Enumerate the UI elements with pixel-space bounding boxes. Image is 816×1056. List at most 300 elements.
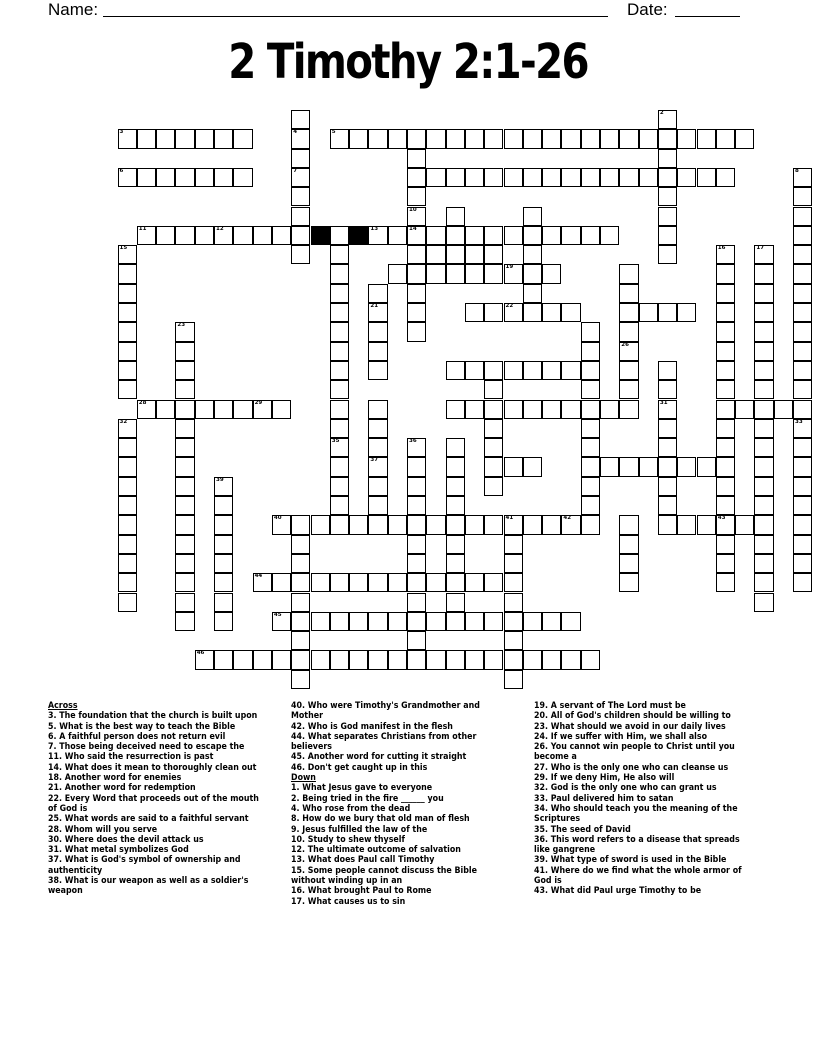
crossword-cell[interactable] [118, 457, 137, 476]
crossword-cell[interactable] [137, 226, 156, 245]
crossword-cell[interactable] [291, 650, 310, 669]
crossword-cell[interactable] [619, 264, 638, 283]
crossword-cell[interactable] [793, 264, 812, 283]
crossword-cell[interactable] [658, 515, 677, 534]
crossword-cell[interactable] [291, 573, 310, 592]
crossword-cell[interactable] [291, 245, 310, 264]
crossword-cell[interactable] [368, 284, 387, 303]
crossword-cell[interactable] [639, 129, 658, 148]
crossword-cell[interactable] [542, 264, 561, 283]
crossword-cell[interactable] [484, 361, 503, 380]
crossword-cell[interactable] [253, 400, 272, 419]
crossword-cell[interactable] [542, 303, 561, 322]
crossword-cell[interactable] [156, 226, 175, 245]
crossword-cell[interactable] [118, 129, 137, 148]
crossword-cell[interactable] [581, 496, 600, 515]
crossword-cell[interactable] [581, 438, 600, 457]
crossword-cell[interactable] [446, 457, 465, 476]
crossword-cell[interactable] [175, 554, 194, 573]
crossword-cell[interactable] [600, 226, 619, 245]
crossword-cell[interactable] [793, 207, 812, 226]
crossword-cell[interactable] [291, 670, 310, 689]
crossword-cell[interactable] [214, 129, 233, 148]
crossword-cell[interactable] [368, 457, 387, 476]
crossword-cell[interactable] [754, 419, 773, 438]
crossword-cell[interactable] [349, 650, 368, 669]
crossword-cell[interactable] [658, 361, 677, 380]
crossword-cell[interactable] [426, 612, 445, 631]
crossword-cell[interactable] [407, 207, 426, 226]
crossword-cell[interactable] [581, 322, 600, 341]
crossword-cell[interactable] [504, 361, 523, 380]
crossword-cell[interactable] [330, 380, 349, 399]
crossword-cell[interactable] [581, 168, 600, 187]
crossword-cell[interactable] [118, 477, 137, 496]
crossword-cell[interactable] [581, 361, 600, 380]
crossword-cell[interactable] [330, 226, 349, 245]
crossword-cell[interactable] [484, 264, 503, 283]
crossword-cell[interactable] [504, 264, 523, 283]
crossword-cell[interactable] [581, 380, 600, 399]
crossword-cell[interactable] [619, 400, 638, 419]
crossword-cell[interactable] [793, 226, 812, 245]
crossword-cell[interactable] [214, 400, 233, 419]
crossword-cell[interactable] [619, 129, 638, 148]
crossword-cell[interactable] [214, 515, 233, 534]
crossword-cell[interactable] [793, 419, 812, 438]
crossword-cell[interactable] [504, 457, 523, 476]
crossword-cell[interactable] [504, 612, 523, 631]
crossword-cell[interactable] [523, 168, 542, 187]
crossword-cell[interactable] [118, 380, 137, 399]
crossword-cell[interactable] [175, 322, 194, 341]
crossword-cell[interactable] [619, 168, 638, 187]
crossword-cell[interactable] [214, 477, 233, 496]
crossword-cell[interactable] [542, 226, 561, 245]
crossword-cell[interactable] [175, 515, 194, 534]
crossword-cell[interactable] [349, 129, 368, 148]
crossword-cell[interactable] [330, 264, 349, 283]
crossword-cell[interactable] [561, 612, 580, 631]
crossword-cell[interactable] [793, 303, 812, 322]
crossword-cell[interactable] [214, 593, 233, 612]
crossword-cell[interactable] [600, 168, 619, 187]
crossword-cell[interactable] [658, 110, 677, 129]
crossword-cell[interactable] [523, 303, 542, 322]
crossword-cell[interactable] [291, 535, 310, 554]
crossword-cell[interactable] [407, 245, 426, 264]
crossword-cell[interactable] [118, 438, 137, 457]
crossword-cell[interactable] [504, 303, 523, 322]
crossword-cell[interactable] [446, 245, 465, 264]
crossword-cell[interactable] [465, 129, 484, 148]
crossword-cell[interactable] [291, 226, 310, 245]
crossword-cell[interactable] [523, 284, 542, 303]
crossword-cell[interactable] [735, 400, 754, 419]
crossword-cell[interactable] [754, 457, 773, 476]
crossword-cell[interactable] [658, 438, 677, 457]
crossword-cell[interactable] [793, 515, 812, 534]
crossword-cell[interactable] [214, 496, 233, 515]
crossword-cell[interactable] [697, 168, 716, 187]
crossword-cell[interactable] [677, 129, 696, 148]
crossword-cell[interactable] [465, 515, 484, 534]
crossword-cell[interactable] [446, 535, 465, 554]
crossword-cell[interactable] [658, 303, 677, 322]
crossword-cell[interactable] [484, 438, 503, 457]
crossword-cell[interactable] [677, 515, 696, 534]
crossword-cell[interactable] [581, 515, 600, 534]
crossword-cell[interactable] [523, 129, 542, 148]
crossword-cell[interactable] [754, 554, 773, 573]
crossword-cell[interactable] [118, 419, 137, 438]
crossword-cell[interactable] [446, 400, 465, 419]
crossword-cell[interactable] [619, 380, 638, 399]
crossword-cell[interactable] [118, 535, 137, 554]
crossword-cell[interactable] [658, 129, 677, 148]
crossword-cell[interactable] [118, 361, 137, 380]
crossword-cell[interactable] [118, 303, 137, 322]
crossword-cell[interactable] [793, 322, 812, 341]
crossword-cell[interactable] [581, 342, 600, 361]
crossword-cell[interactable] [619, 515, 638, 534]
crossword-cell[interactable] [504, 554, 523, 573]
crossword-cell[interactable] [291, 187, 310, 206]
crossword-cell[interactable] [368, 438, 387, 457]
crossword-cell[interactable] [388, 129, 407, 148]
crossword-cell[interactable] [330, 245, 349, 264]
crossword-cell[interactable] [523, 650, 542, 669]
crossword-cell[interactable] [426, 168, 445, 187]
crossword-cell[interactable] [716, 168, 735, 187]
crossword-cell[interactable] [561, 168, 580, 187]
crossword-cell[interactable] [330, 573, 349, 592]
crossword-cell[interactable] [658, 457, 677, 476]
crossword-cell[interactable] [368, 361, 387, 380]
crossword-cell[interactable] [330, 361, 349, 380]
crossword-cell[interactable] [446, 593, 465, 612]
crossword-cell[interactable] [542, 612, 561, 631]
crossword-cell[interactable] [407, 264, 426, 283]
crossword-cell[interactable] [330, 284, 349, 303]
crossword-cell[interactable] [311, 573, 330, 592]
crossword-cell[interactable] [426, 515, 445, 534]
crossword-cell[interactable] [542, 129, 561, 148]
crossword-cell[interactable] [677, 168, 696, 187]
crossword-cell[interactable] [291, 168, 310, 187]
crossword-cell[interactable] [407, 573, 426, 592]
crossword-cell[interactable] [619, 342, 638, 361]
date-input-line[interactable] [675, 16, 740, 17]
crossword-cell[interactable] [754, 245, 773, 264]
crossword-cell[interactable] [349, 573, 368, 592]
crossword-cell[interactable] [195, 400, 214, 419]
crossword-cell[interactable] [407, 322, 426, 341]
crossword-cell[interactable] [484, 612, 503, 631]
crossword-cell[interactable] [561, 515, 580, 534]
crossword-cell[interactable] [754, 515, 773, 534]
crossword-cell[interactable] [504, 631, 523, 650]
crossword-cell[interactable] [446, 496, 465, 515]
crossword-cell[interactable] [793, 380, 812, 399]
crossword-cell[interactable] [716, 284, 735, 303]
crossword-cell[interactable] [175, 400, 194, 419]
crossword-cell[interactable] [407, 303, 426, 322]
crossword-cell[interactable] [426, 226, 445, 245]
crossword-cell[interactable] [484, 457, 503, 476]
crossword-cell[interactable] [407, 457, 426, 476]
crossword-cell[interactable] [658, 226, 677, 245]
crossword-cell[interactable] [523, 264, 542, 283]
crossword-cell[interactable] [561, 400, 580, 419]
crossword-cell[interactable] [581, 419, 600, 438]
crossword-cell[interactable] [368, 573, 387, 592]
crossword-cell[interactable] [446, 438, 465, 457]
crossword-cell[interactable] [118, 496, 137, 515]
crossword-cell[interactable] [658, 400, 677, 419]
crossword-cell[interactable] [484, 477, 503, 496]
crossword-cell[interactable] [368, 342, 387, 361]
crossword-cell[interactable] [156, 168, 175, 187]
crossword-cell[interactable] [446, 477, 465, 496]
crossword-cell[interactable] [407, 226, 426, 245]
crossword-cell[interactable] [407, 554, 426, 573]
crossword-cell[interactable] [233, 400, 252, 419]
crossword-cell[interactable] [754, 342, 773, 361]
crossword-cell[interactable] [697, 457, 716, 476]
crossword-cell[interactable] [619, 554, 638, 573]
crossword-cell[interactable] [465, 303, 484, 322]
crossword-cell[interactable] [542, 650, 561, 669]
crossword-cell[interactable] [523, 515, 542, 534]
crossword-cell[interactable] [233, 168, 252, 187]
crossword-cell[interactable] [272, 400, 291, 419]
crossword-cell[interactable] [484, 419, 503, 438]
crossword-cell[interactable] [175, 129, 194, 148]
crossword-cell[interactable] [658, 168, 677, 187]
crossword-cell[interactable] [504, 168, 523, 187]
crossword-cell[interactable] [368, 496, 387, 515]
crossword-cell[interactable] [697, 129, 716, 148]
crossword-cell[interactable] [716, 264, 735, 283]
crossword-cell[interactable] [716, 515, 735, 534]
crossword-cell[interactable] [619, 322, 638, 341]
crossword-cell[interactable] [639, 168, 658, 187]
crossword-cell[interactable] [658, 477, 677, 496]
crossword-cell[interactable] [793, 477, 812, 496]
crossword-cell[interactable] [426, 573, 445, 592]
crossword-cell[interactable] [272, 515, 291, 534]
crossword-cell[interactable] [156, 400, 175, 419]
crossword-cell[interactable] [175, 438, 194, 457]
crossword-cell[interactable] [716, 419, 735, 438]
crossword-cell[interactable] [793, 554, 812, 573]
crossword-cell[interactable] [504, 573, 523, 592]
crossword-cell[interactable] [484, 515, 503, 534]
crossword-cell[interactable] [561, 129, 580, 148]
crossword-cell[interactable] [754, 593, 773, 612]
crossword-cell[interactable] [175, 361, 194, 380]
crossword-cell[interactable] [291, 110, 310, 129]
crossword-cell[interactable] [793, 361, 812, 380]
crossword-cell[interactable] [504, 400, 523, 419]
crossword-cell[interactable] [523, 400, 542, 419]
crossword-cell[interactable] [716, 457, 735, 476]
crossword-cell[interactable] [175, 477, 194, 496]
crossword-cell[interactable] [561, 226, 580, 245]
crossword-cell[interactable] [716, 573, 735, 592]
crossword-cell[interactable] [330, 496, 349, 515]
crossword-cell[interactable] [523, 361, 542, 380]
crossword-cell[interactable] [465, 264, 484, 283]
crossword-cell[interactable] [619, 361, 638, 380]
crossword-cell[interactable] [311, 650, 330, 669]
crossword-cell[interactable] [291, 207, 310, 226]
crossword-cell[interactable] [484, 168, 503, 187]
crossword-cell[interactable] [446, 226, 465, 245]
crossword-cell[interactable] [484, 650, 503, 669]
crossword-cell[interactable] [446, 129, 465, 148]
crossword-cell[interactable] [446, 515, 465, 534]
crossword-cell[interactable] [793, 535, 812, 554]
crossword-cell[interactable] [446, 207, 465, 226]
crossword-cell[interactable] [504, 535, 523, 554]
crossword-cell[interactable] [754, 322, 773, 341]
crossword-cell[interactable] [658, 187, 677, 206]
crossword-cell[interactable] [484, 400, 503, 419]
crossword-cell[interactable] [118, 264, 137, 283]
crossword-cell[interactable] [446, 612, 465, 631]
crossword-cell[interactable] [716, 322, 735, 341]
crossword-cell[interactable] [118, 284, 137, 303]
crossword-cell[interactable] [793, 187, 812, 206]
crossword-cell[interactable] [523, 457, 542, 476]
crossword-cell[interactable] [118, 515, 137, 534]
crossword-cell[interactable] [195, 129, 214, 148]
crossword-cell[interactable] [754, 535, 773, 554]
crossword-cell[interactable] [465, 573, 484, 592]
crossword-cell[interactable] [407, 535, 426, 554]
crossword-cell[interactable] [214, 168, 233, 187]
crossword-cell[interactable] [793, 573, 812, 592]
crossword-cell[interactable] [368, 419, 387, 438]
crossword-cell[interactable] [175, 457, 194, 476]
crossword-cell[interactable] [716, 438, 735, 457]
crossword-cell[interactable] [118, 342, 137, 361]
crossword-cell[interactable] [716, 400, 735, 419]
crossword-cell[interactable] [465, 400, 484, 419]
crossword-cell[interactable] [175, 380, 194, 399]
crossword-cell[interactable] [793, 438, 812, 457]
crossword-cell[interactable] [542, 400, 561, 419]
crossword-cell[interactable] [291, 149, 310, 168]
crossword-cell[interactable] [716, 342, 735, 361]
crossword-cell[interactable] [716, 380, 735, 399]
crossword-cell[interactable] [754, 361, 773, 380]
crossword-cell[interactable] [484, 245, 503, 264]
crossword-cell[interactable] [330, 650, 349, 669]
crossword-cell[interactable] [484, 573, 503, 592]
crossword-cell[interactable] [504, 593, 523, 612]
crossword-cell[interactable] [407, 438, 426, 457]
crossword-cell[interactable] [716, 303, 735, 322]
crossword-cell[interactable] [697, 515, 716, 534]
crossword-cell[interactable] [291, 515, 310, 534]
crossword-cell[interactable] [214, 554, 233, 573]
crossword-cell[interactable] [716, 361, 735, 380]
crossword-cell[interactable] [426, 129, 445, 148]
crossword-cell[interactable] [368, 226, 387, 245]
crossword-cell[interactable] [368, 650, 387, 669]
crossword-cell[interactable] [233, 650, 252, 669]
crossword-cell[interactable] [793, 168, 812, 187]
crossword-cell[interactable] [330, 477, 349, 496]
crossword-cell[interactable] [195, 226, 214, 245]
crossword-cell[interactable] [774, 400, 793, 419]
crossword-cell[interactable] [504, 226, 523, 245]
crossword-cell[interactable] [330, 515, 349, 534]
crossword-cell[interactable] [214, 573, 233, 592]
crossword-cell[interactable] [581, 650, 600, 669]
crossword-cell[interactable] [311, 612, 330, 631]
crossword-cell[interactable] [137, 129, 156, 148]
crossword-cell[interactable] [542, 361, 561, 380]
crossword-cell[interactable] [735, 515, 754, 534]
crossword-cell[interactable] [330, 342, 349, 361]
crossword-cell[interactable] [407, 650, 426, 669]
crossword-cell[interactable] [754, 400, 773, 419]
crossword-cell[interactable] [407, 168, 426, 187]
crossword-cell[interactable] [330, 303, 349, 322]
crossword-cell[interactable] [504, 129, 523, 148]
crossword-cell[interactable] [793, 496, 812, 515]
crossword-cell[interactable] [291, 554, 310, 573]
crossword-cell[interactable] [175, 573, 194, 592]
crossword-cell[interactable] [388, 515, 407, 534]
crossword-cell[interactable] [504, 650, 523, 669]
crossword-cell[interactable] [175, 342, 194, 361]
crossword-cell[interactable] [754, 477, 773, 496]
crossword-cell[interactable] [368, 515, 387, 534]
crossword-cell[interactable] [600, 457, 619, 476]
crossword-cell[interactable] [368, 612, 387, 631]
crossword-cell[interactable] [195, 168, 214, 187]
crossword-cell[interactable] [504, 670, 523, 689]
crossword-cell[interactable] [465, 226, 484, 245]
crossword-cell[interactable] [407, 477, 426, 496]
crossword-cell[interactable] [407, 593, 426, 612]
crossword-cell[interactable] [368, 477, 387, 496]
crossword-cell[interactable] [677, 303, 696, 322]
crossword-cell[interactable] [484, 226, 503, 245]
crossword-cell[interactable] [581, 129, 600, 148]
crossword-cell[interactable] [446, 573, 465, 592]
crossword-cell[interactable] [658, 207, 677, 226]
crossword-cell[interactable] [272, 612, 291, 631]
crossword-cell[interactable] [156, 129, 175, 148]
crossword-cell[interactable] [253, 573, 272, 592]
crossword-cell[interactable] [484, 303, 503, 322]
crossword-cell[interactable] [446, 361, 465, 380]
crossword-cell[interactable] [446, 650, 465, 669]
crossword-cell[interactable] [465, 168, 484, 187]
crossword-cell[interactable] [330, 129, 349, 148]
crossword-cell[interactable] [291, 612, 310, 631]
crossword-cell[interactable] [388, 573, 407, 592]
crossword-cell[interactable] [426, 650, 445, 669]
crossword-cell[interactable] [639, 457, 658, 476]
crossword-cell[interactable] [465, 245, 484, 264]
